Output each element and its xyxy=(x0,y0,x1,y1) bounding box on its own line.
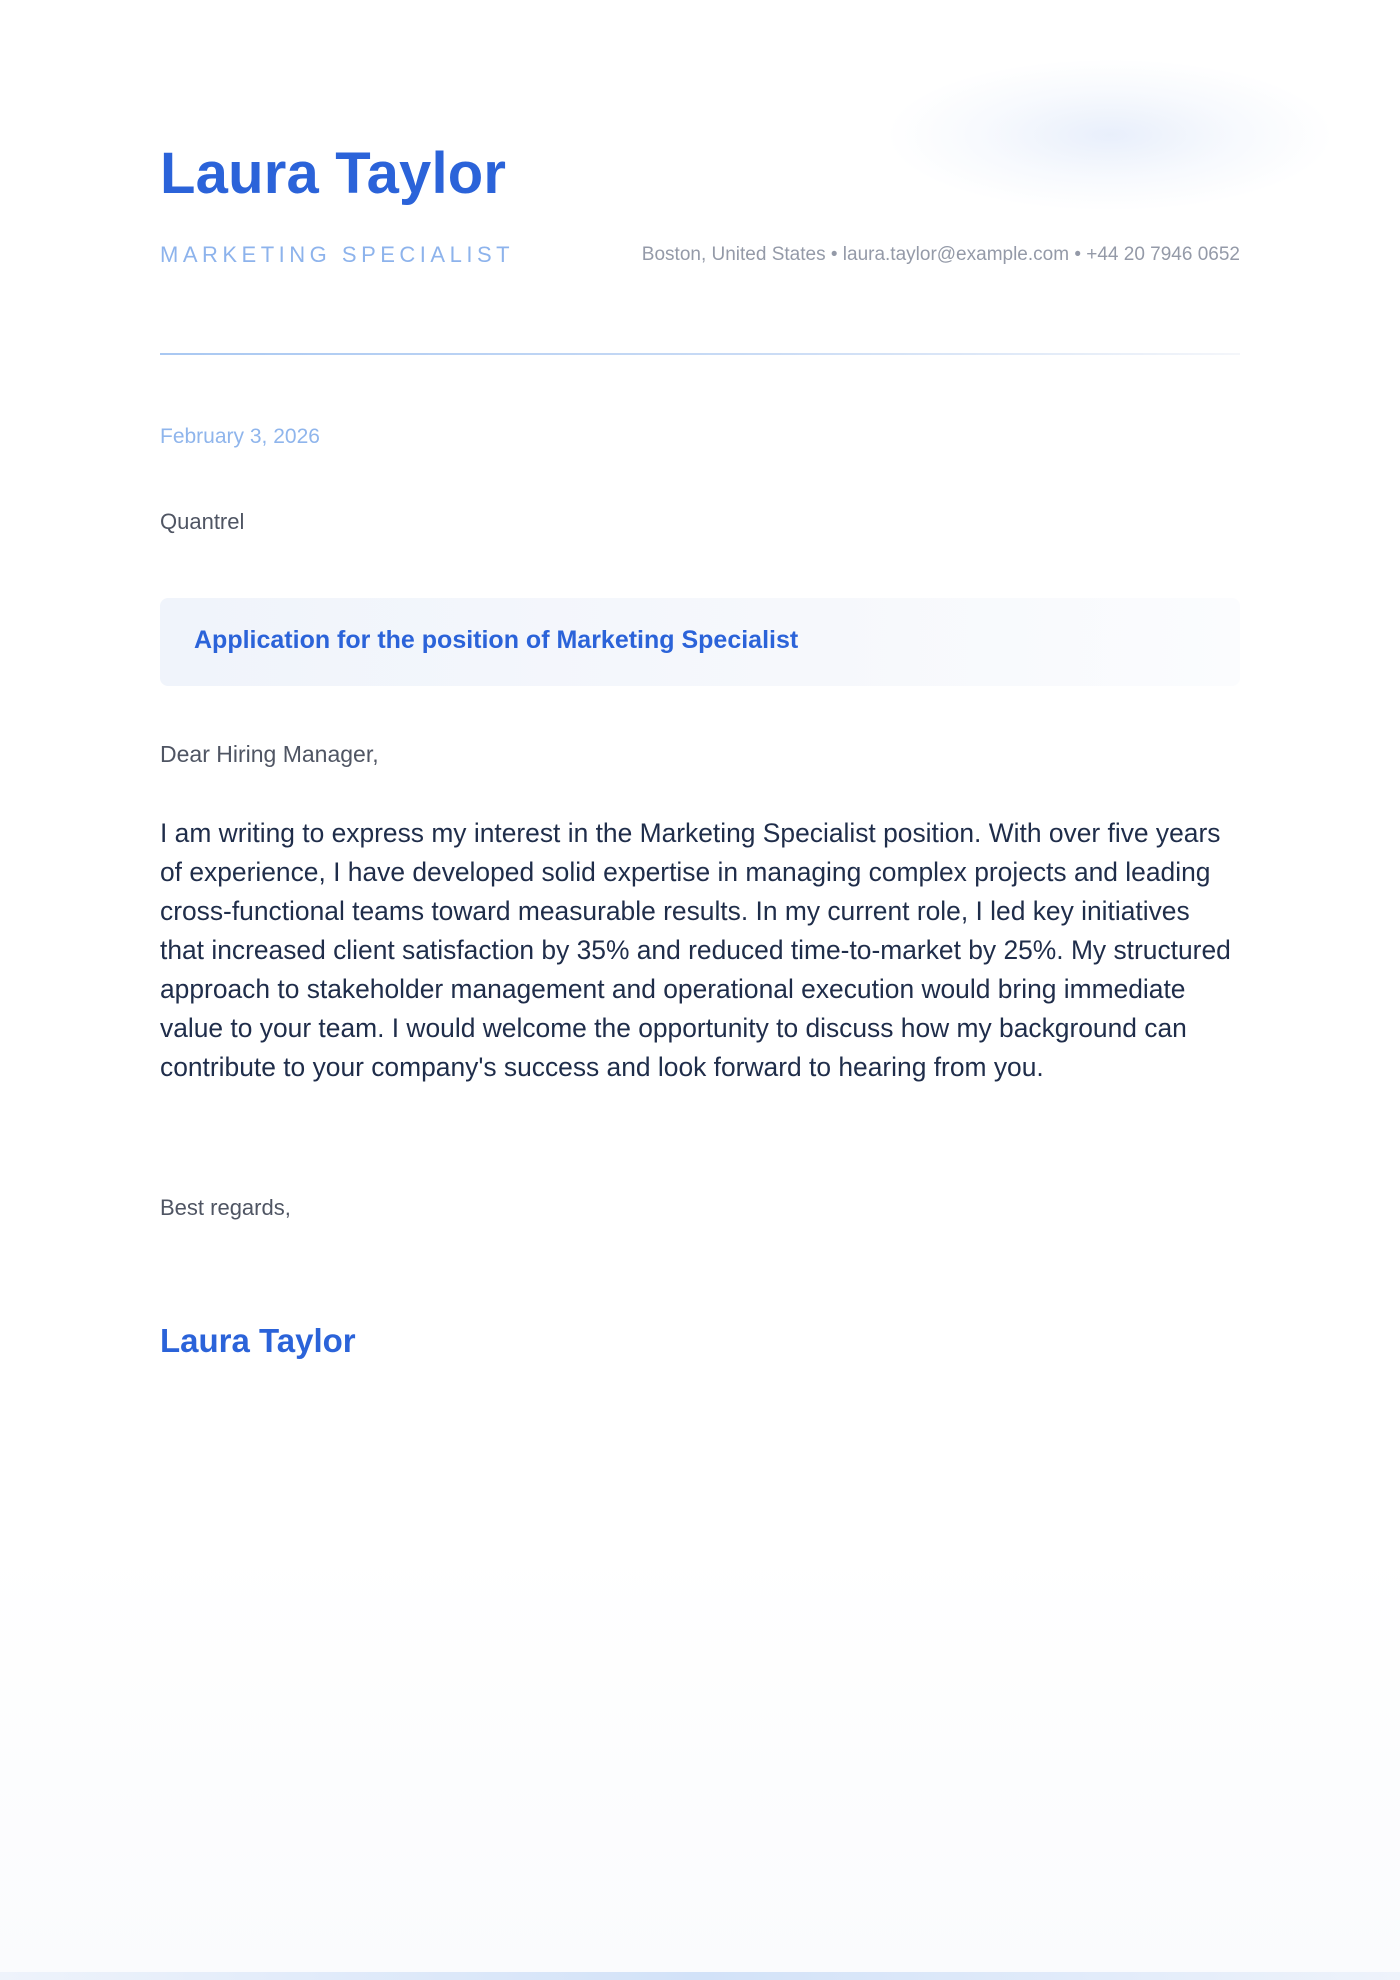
applicant-title: MARKETING SPECIALIST xyxy=(160,242,515,267)
subject-line: Application for the position of Marketing Specialist xyxy=(194,626,799,654)
letter-date: February 3, 2026 xyxy=(160,425,320,448)
closing: Best regards, xyxy=(160,1195,291,1220)
recipient-company: Quantrel xyxy=(160,509,245,534)
signature-name: Laura Taylor xyxy=(160,1322,356,1359)
letter-body: I am writing to express my interest in the Marketing Specialist position. With over five years of experience, I have developed solid expertise in managing complex projects and leading cross-functional teams toward measurable results. In my current role, I led key initiatives that increased client satisfaction by 35% and reduced time-to-market by 25%. My structured approach to stakeholder management and operational execution would bring immediate value to your team. I would welcome the opportunity to discuss how my background can contribute to your company's success and look forward to hearing from you. xyxy=(160,818,1231,1082)
bottom-accent-bar xyxy=(0,1972,1400,1980)
contact-info: Boston, United States • laura.taylor@example.com • +44 20 7946 0652 xyxy=(641,244,1240,265)
header-divider xyxy=(160,353,1240,355)
applicant-name: Laura Taylor xyxy=(160,141,507,206)
subject-box xyxy=(160,598,1240,686)
salutation: Dear Hiring Manager, xyxy=(160,741,379,767)
decorative-blob xyxy=(890,60,1330,210)
